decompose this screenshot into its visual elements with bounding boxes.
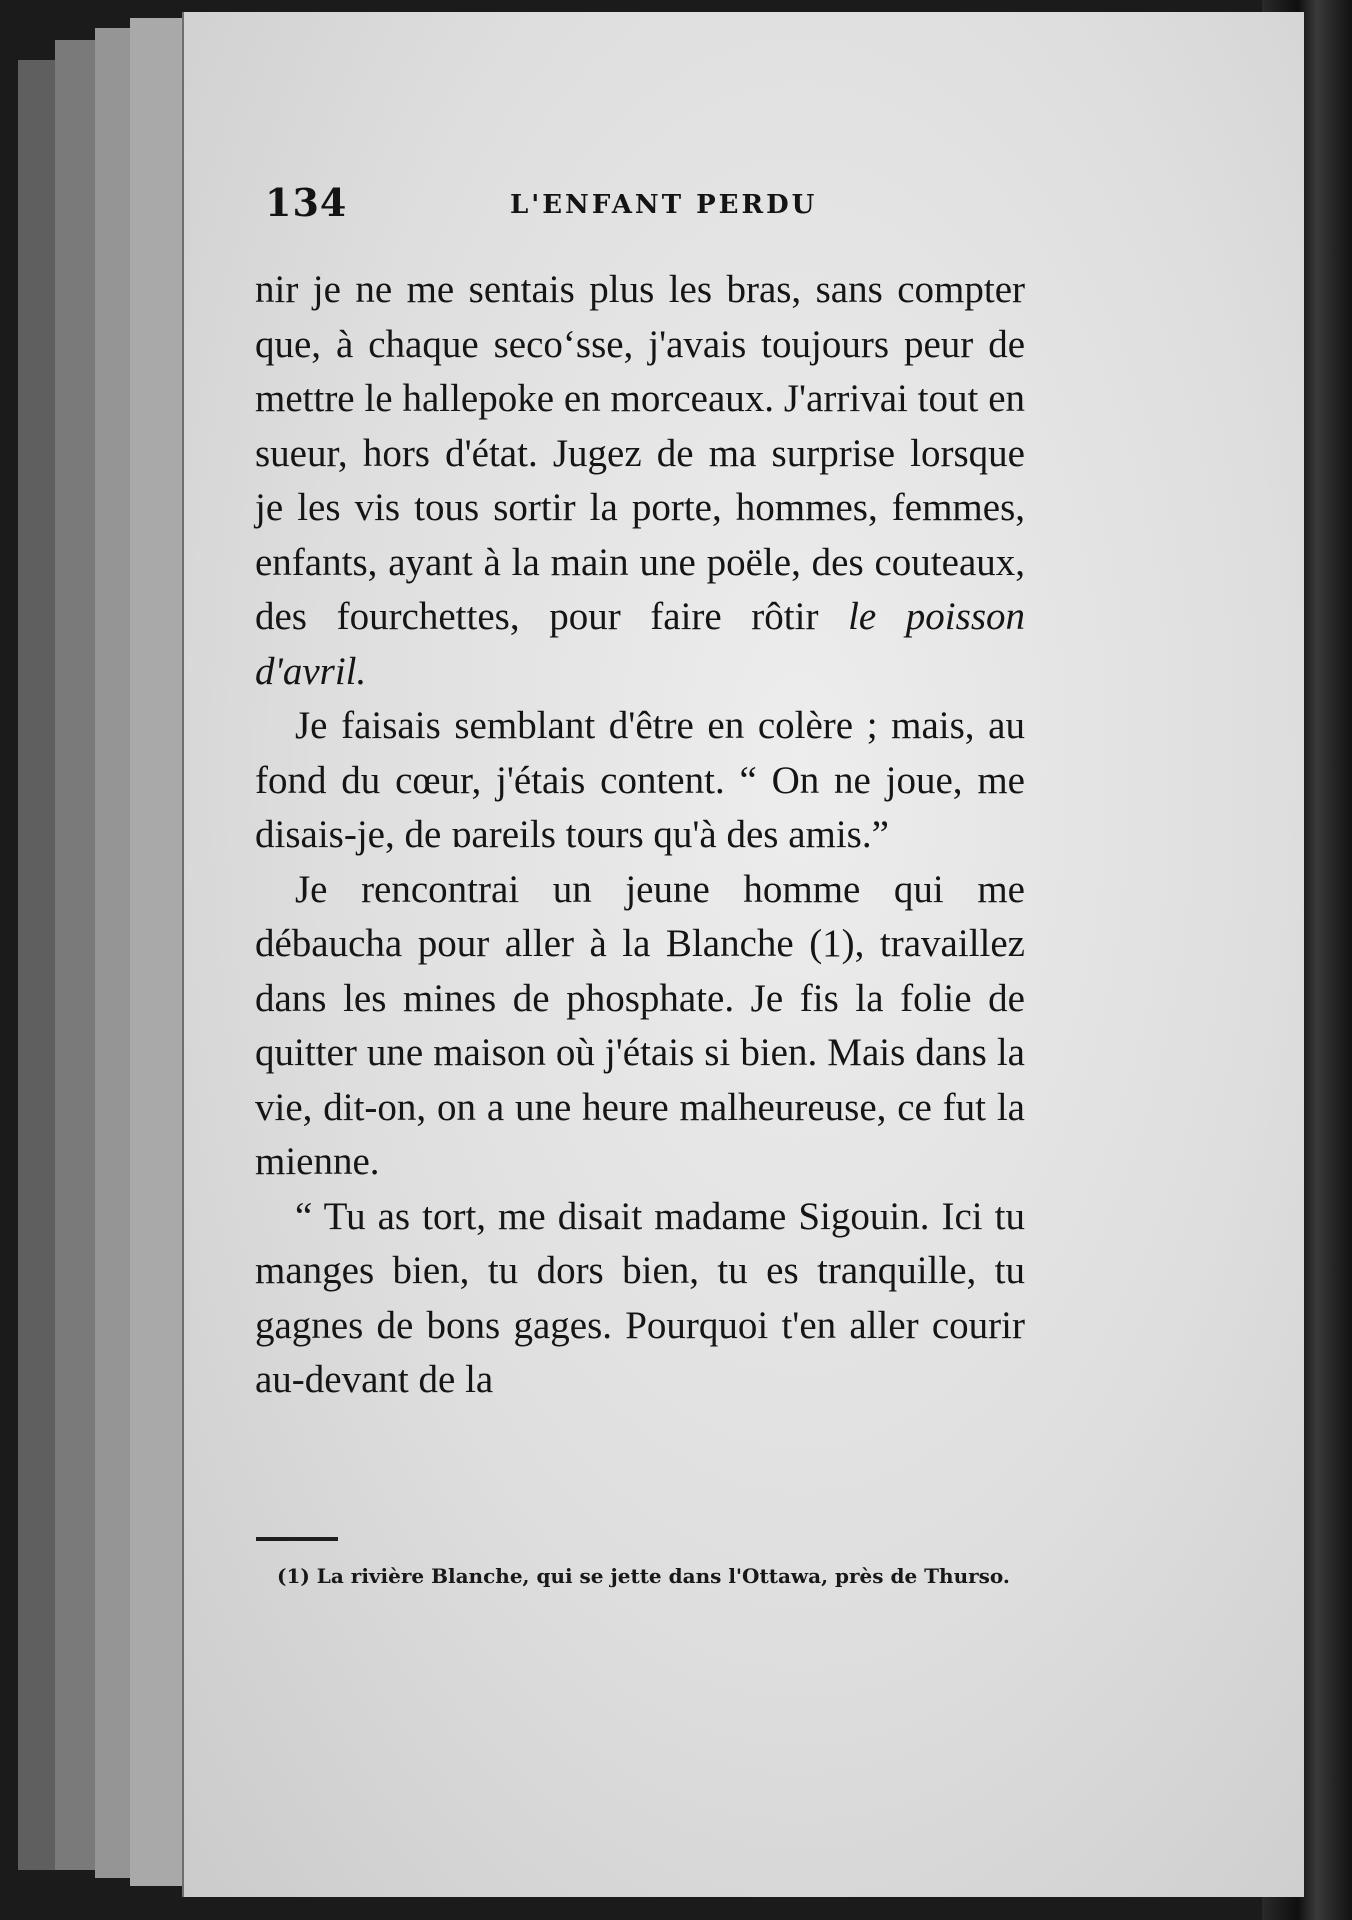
footnote: (1) La rivière Blanche, qui se jette dans l'Ottawa, près de Thurso. (277, 1564, 1010, 1588)
body-text (255, 263, 1025, 1408)
paragraph-2: Je faisais semblant d'être en colère ; mais, au fond du cœur, j'étais content. “ On ne joue, me disais-je, de ɒareils tours qu'à des amis.” (255, 704, 1025, 856)
paragraph-1 (255, 263, 1025, 699)
paragraph-1-text: nir je ne me sentais plus les bras, sans compter que, à chaque secoʻsse, j'avais toujours peur de mettre le hallepoke en morceaux. J'arrivai tout en sueur, hors d'état. Jugez de ma surprise lorsque je les vis tous sortir la porte, hommes, femmes, enfants, ayant à la main une poële, des couteaux, des fourchettes, pour faire rôtir (255, 268, 1025, 638)
paragraph-4: “ Tu as tort, me disait madame Sigouin. Ici tu manges bien, tu dors bien, tu es tranquille, tu gagnes de bons gages. Pourquoi t'en aller courir au-devant de la (255, 1194, 1025, 1401)
running-title: L'ENFANT PERDU (510, 190, 818, 220)
running-head (265, 180, 1065, 240)
paragraph-3: Je rencontrai un jeune homme qui me débaucha pour aller à la Blanche (1), travaillez dans les mines de phosphate. Je fis la folie de quitter une maison où j'étais si bien. Mais dans la vie, dit-on, on a une heure malheureuse, ce fut la mienne. (255, 867, 1025, 1183)
footnote-rule (256, 1537, 338, 1541)
italic-phrase: le poisson d'avril. (255, 595, 1025, 693)
page-number: 134 (265, 180, 348, 225)
